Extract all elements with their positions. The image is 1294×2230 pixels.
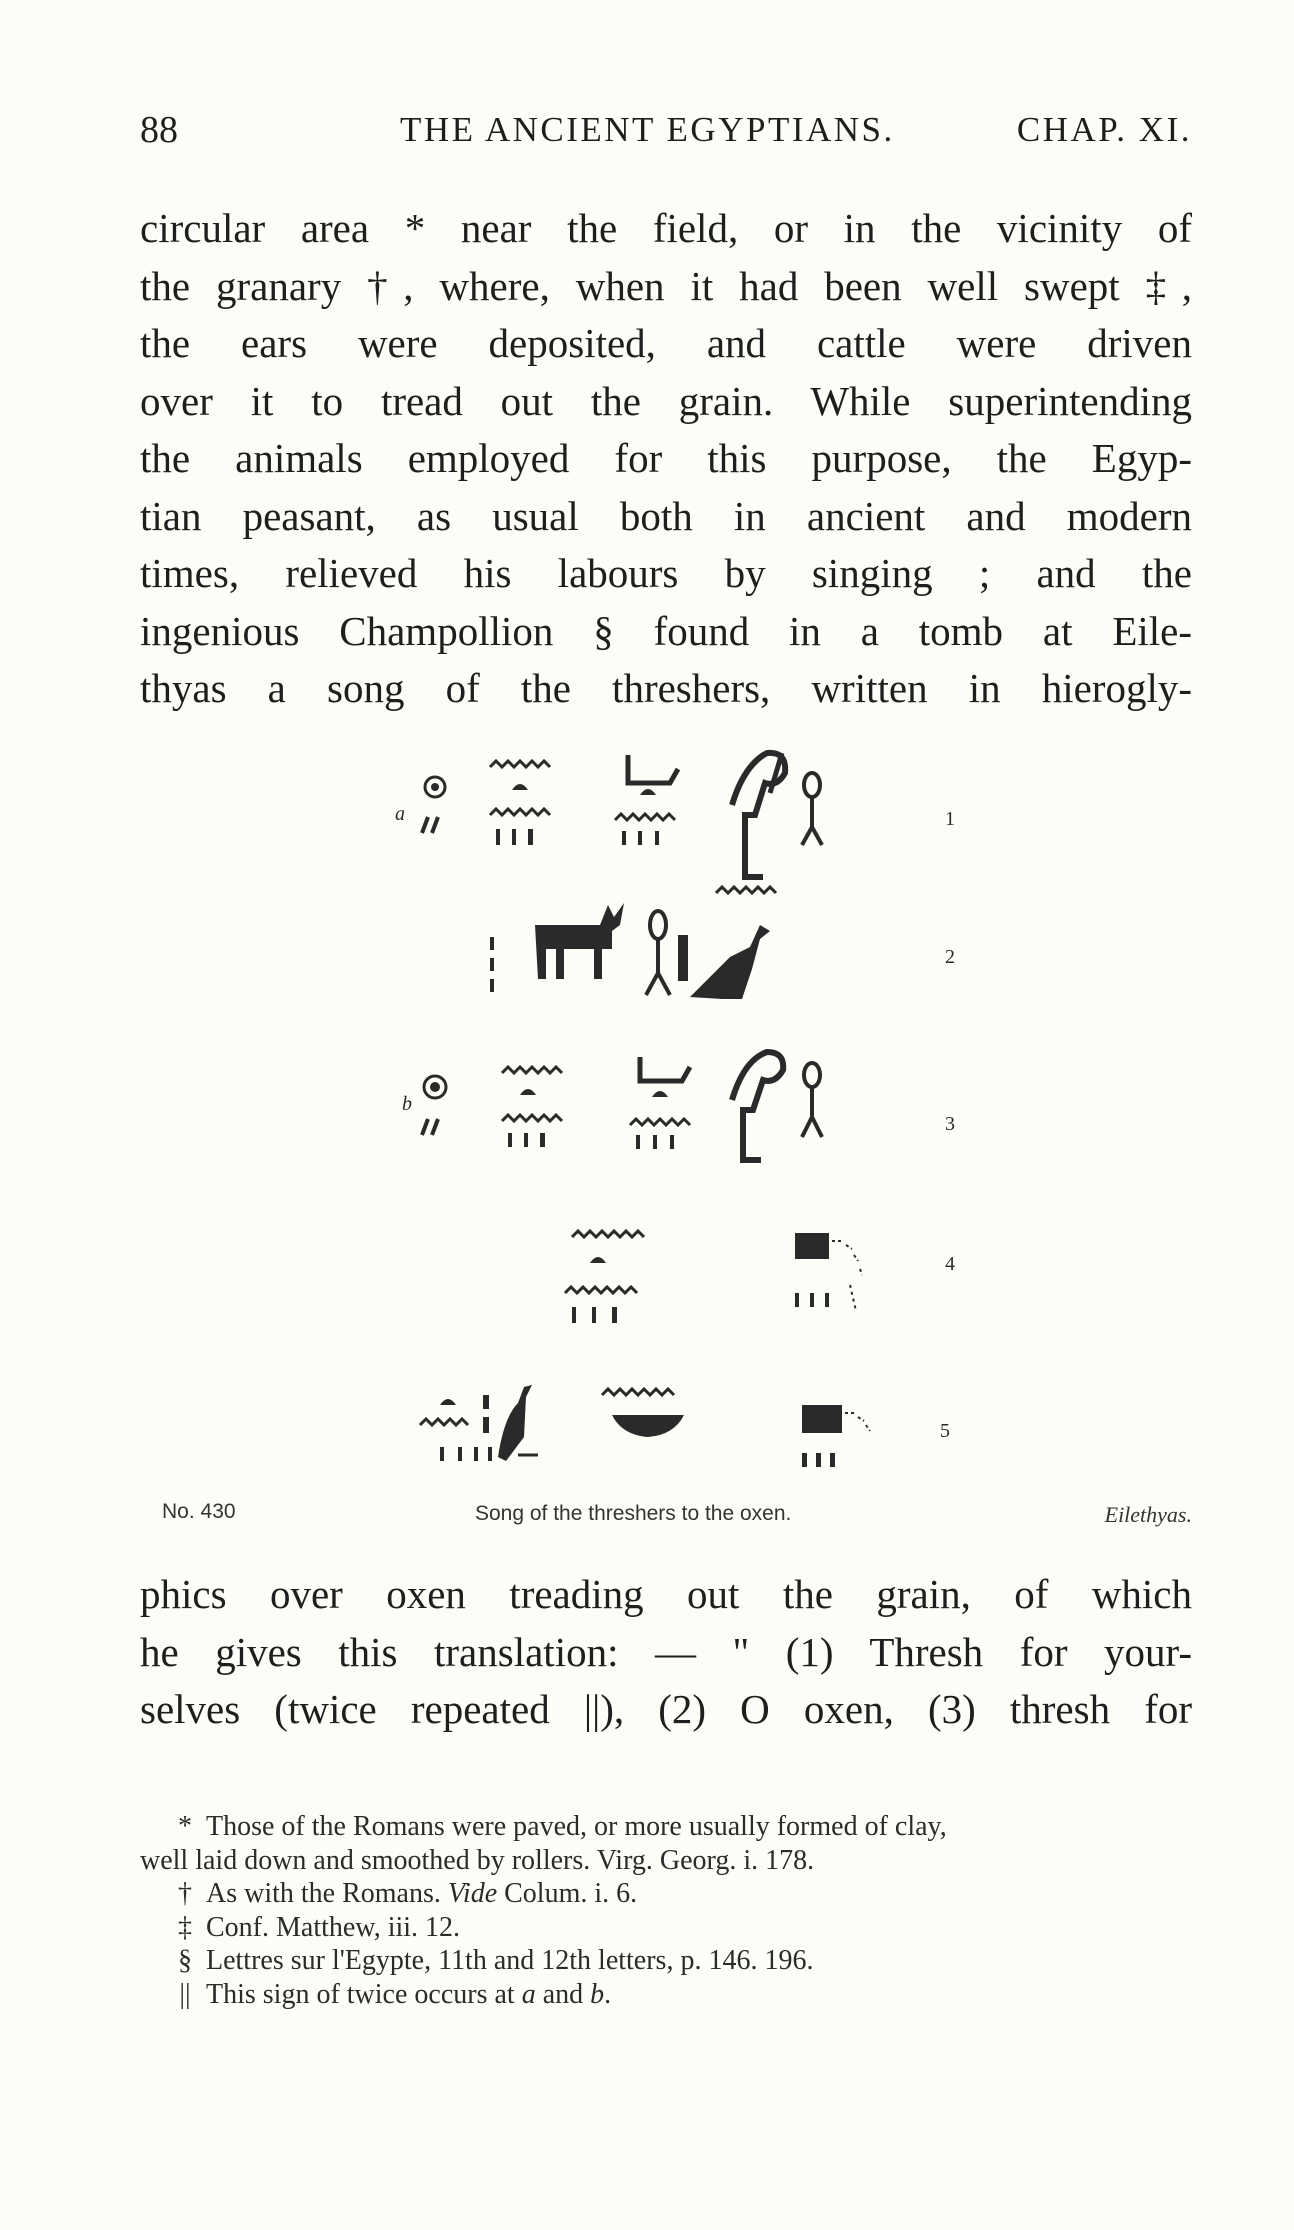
line-number-5: 5: [940, 1420, 950, 1442]
paragraph-2: [140, 1566, 1192, 1739]
text-line: ingenious Champollion § found in a tomb at Eile-: [140, 607, 1192, 654]
text-line: he gives this translation: — " (1) Thresh for your-: [140, 1628, 1192, 1675]
hieroglyph-row-3: [422, 1052, 822, 1160]
footnote-1: [140, 1810, 1192, 1844]
text-line: phics over oxen treading out the grain, of which: [140, 1571, 1192, 1617]
caption-text: Song of the threshers to the oxen.: [475, 1502, 792, 1525]
footnote-mark: *: [178, 1811, 192, 1842]
text-line: thyas a song of the threshers, written in hierogly-: [140, 665, 1192, 711]
label-b: b: [402, 1093, 412, 1115]
line-number-2: 2: [945, 946, 955, 968]
figure-caption: [140, 1500, 1192, 1534]
footnote-5: || This sign of twice occurs at a and b.: [140, 1978, 1192, 2012]
book-title: THE ANCIENT EGYPTIANS.: [400, 110, 895, 149]
footnotes: [140, 1810, 1192, 2011]
hieroglyph-row-5: [420, 1385, 870, 1467]
text-line: over it to tread out the grain. While superintending: [140, 377, 1192, 424]
footnote-mark: †: [178, 1878, 192, 1909]
footnote-4: [140, 1944, 1192, 1978]
line-number-4: 4: [945, 1253, 955, 1275]
line-number-1: 1: [945, 808, 955, 830]
figure-number: No. 430: [162, 1500, 236, 1523]
hieroglyph-row-4: [565, 1231, 862, 1323]
text-line: tian peasant, as usual both in ancient and modern: [140, 492, 1192, 539]
running-head: [140, 108, 1192, 152]
footnote-text: Conf. Matthew, iii. 12.: [206, 1911, 461, 1943]
footnote-2: † As with the Romans. Vide Colum. i. 6.: [140, 1877, 1192, 1911]
footnote-mark: ‡: [178, 1911, 192, 1943]
footnote-mark: ||: [179, 1978, 191, 2010]
text-line: the animals employed for this purpose, the Egyp-: [140, 435, 1192, 481]
footnote-1-continued: well laid down and smoothed by rollers. Virg. Georg. i. 178.: [140, 1844, 815, 1876]
text-line: the granary †, where, when it had been well swept ‡,: [140, 262, 1192, 309]
text-line: the ears were deposited, and cattle were driven: [140, 320, 1192, 366]
label-a: a: [395, 803, 405, 825]
chapter-label: CHAP. XI.: [1016, 110, 1192, 149]
footnote-text: Those of the Romans were paved, or more usually formed of clay,: [206, 1811, 947, 1842]
paragraph-1: [140, 200, 1192, 718]
line-number-3: 3: [945, 1113, 955, 1135]
hieroglyph-figure: [340, 745, 1000, 1490]
caption-place: Eilethyas.: [1104, 1502, 1192, 1527]
hieroglyph-inscription: [340, 745, 1000, 1490]
hieroglyph-row-2: [490, 887, 776, 999]
footnote-text: Lettres sur l'Egypte, 11th and 12th letters, p. 146. 196.: [206, 1945, 814, 1976]
footnote-mark: §: [178, 1945, 192, 1976]
footnote-3: [140, 1911, 1192, 1945]
text-line: selves (twice repeated ||), (2) O oxen, (3) thresh for: [140, 1686, 1192, 1732]
hieroglyph-row-1: [422, 753, 822, 877]
text-line: circular area * near the field, or in the vicinity of: [140, 205, 1192, 251]
text-line: times, relieved his labours by singing ; and the: [140, 550, 1192, 596]
page-number: 88: [140, 109, 178, 151]
